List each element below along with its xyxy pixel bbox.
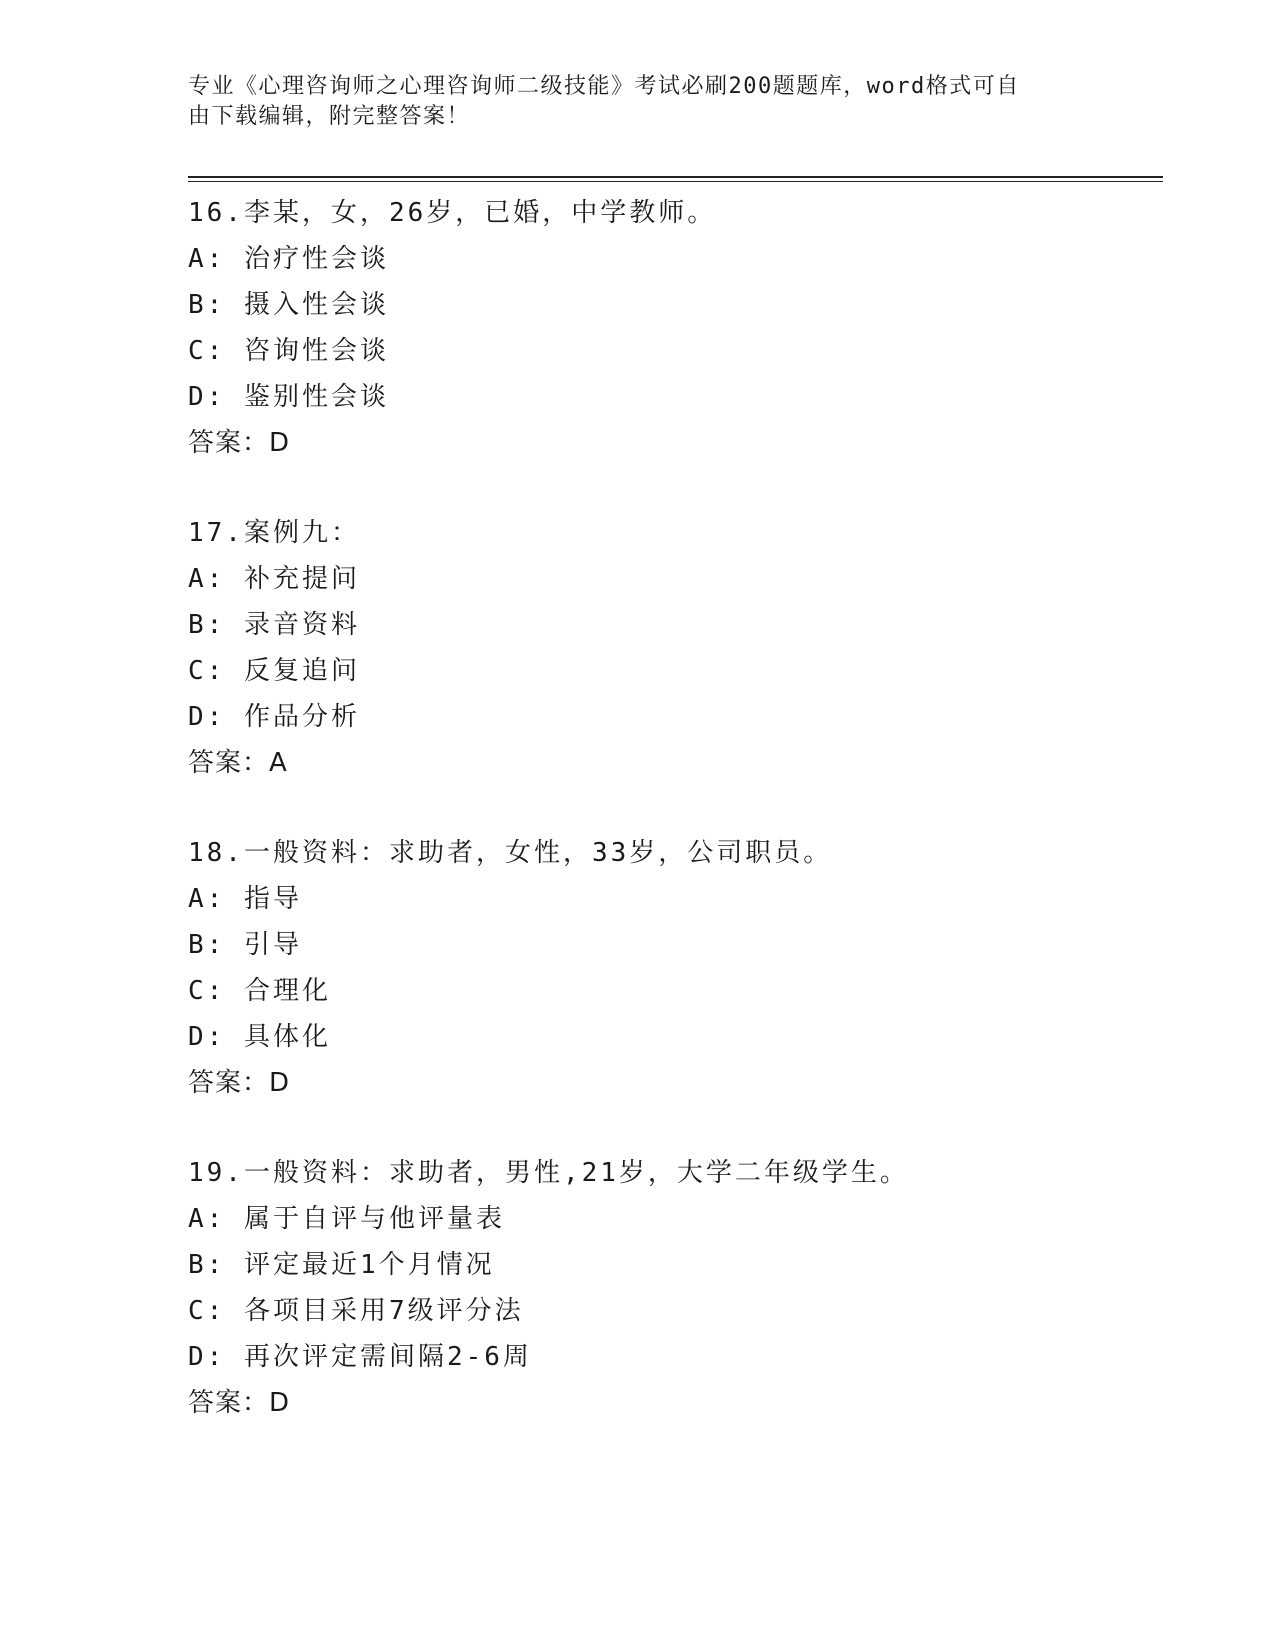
option-a: A: 属于自评与他评量表	[188, 1204, 505, 1234]
option-d: D: 再次评定需间隔2-6周	[188, 1342, 532, 1372]
option-d: D: 具体化	[188, 1022, 331, 1052]
header-divider-thick	[188, 176, 1163, 178]
option-d: D: 鉴别性会谈	[188, 382, 389, 412]
answer-text: 答案：D	[188, 1388, 291, 1418]
option-b: B: 评定最近1个月情况	[188, 1250, 495, 1280]
option-b: B: 摄入性会谈	[188, 290, 389, 320]
option-b: B: 引导	[188, 930, 302, 960]
option-c: C: 各项目采用7级评分法	[188, 1296, 524, 1326]
question-19	[188, 1150, 1163, 1426]
answer-text: 答案：D	[188, 428, 291, 458]
question-stem: 17.案例九：	[188, 518, 360, 548]
option-c: C: 咨询性会谈	[188, 336, 389, 366]
document-header	[188, 72, 1068, 132]
question-17	[188, 510, 1163, 786]
header-line-2: 由下载编辑，附完整答案！	[188, 104, 471, 129]
question-stem: 16.李某，女，26岁，已婚，中学教师。	[188, 198, 717, 228]
option-b: B: 录音资料	[188, 610, 360, 640]
header-divider-thin	[188, 181, 1163, 182]
question-16	[188, 190, 1163, 466]
question-stem: 18.一般资料：求助者，女性，33岁，公司职员。	[188, 838, 833, 868]
option-a: A: 治疗性会谈	[188, 244, 389, 274]
option-d: D: 作品分析	[188, 702, 360, 732]
question-list	[188, 190, 1163, 1470]
option-a: A: 补充提问	[188, 564, 360, 594]
option-a: A: 指导	[188, 884, 302, 914]
question-18	[188, 830, 1163, 1106]
option-c: C: 反复追问	[188, 656, 360, 686]
header-line-1: 专业《心理咨询师之心理咨询师二级技能》考试必刷200题题库，word格式可自	[188, 74, 1020, 99]
question-stem: 19.一般资料：求助者，男性,21岁，大学二年级学生。	[188, 1158, 909, 1188]
answer-text: 答案：A	[188, 748, 288, 778]
option-c: C: 合理化	[188, 976, 331, 1006]
answer-text: 答案：D	[188, 1068, 291, 1098]
